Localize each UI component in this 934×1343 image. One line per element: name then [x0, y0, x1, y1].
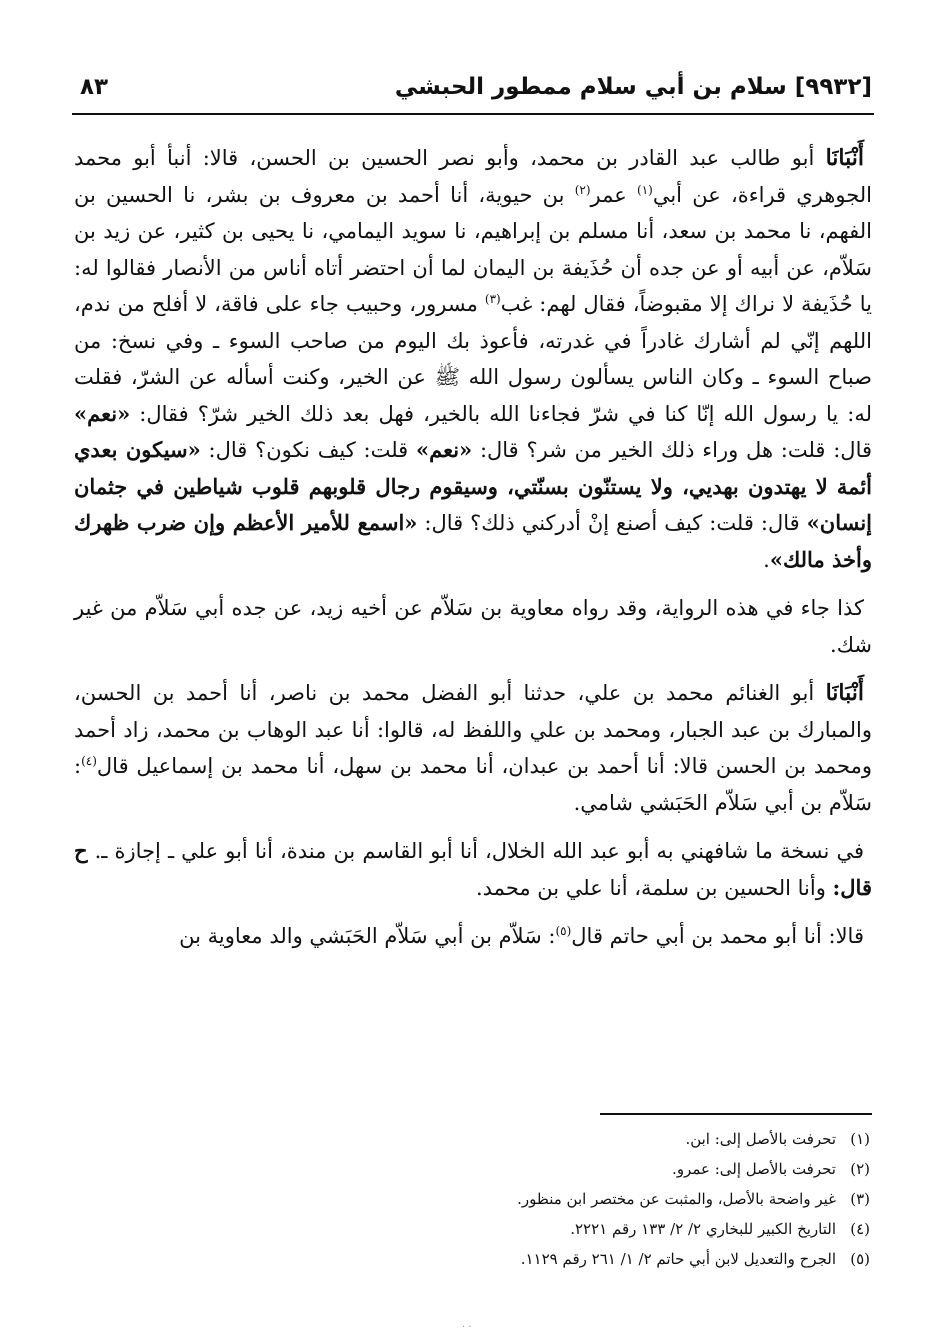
header-rule [72, 113, 874, 115]
paragraph [74, 675, 872, 821]
footnote-number: (٥) [850, 1250, 870, 1268]
text-run: أبو طالب عبد القادر بن محمد، وأبو نصر الحسين بن الحسن، قالا: أنبأ أبو محمد الجوهري قراءة، عن أبي [74, 146, 873, 207]
footnote-number: (٤) [850, 1220, 870, 1238]
footnote [150, 1154, 870, 1184]
text-run: : سَلاّم بن أبي سَلاّم الحَبَشي شامي. [74, 754, 872, 815]
footnote [150, 1124, 870, 1154]
bold-text: ح قال: [74, 838, 872, 900]
footnote [150, 1214, 870, 1244]
footnote [150, 1244, 870, 1274]
footnote-ref: (٥) [555, 924, 572, 938]
footnote-ref: (١) [637, 182, 653, 197]
bold-text: «نعم» [415, 437, 473, 462]
text-run: عمر [590, 182, 637, 207]
bold-text: «اسمع للأمير الأعظم وإن ضرب ظهرك وأخذ مالك» [74, 510, 872, 572]
footnote-ref: (٢) [574, 182, 591, 197]
footnote-ref: (٤) [81, 754, 97, 768]
text-run: . [763, 547, 770, 572]
footnote-number: (١) [850, 1130, 870, 1148]
text-run: كذا جاء في هذه الرواية، وقد رواه معاوية بن سَلاّم عن أخيه زيد، عن جده أبي سَلاّم من غير شك. [74, 596, 872, 657]
text-run: وأنا الحسين بن سلمة، أنا علي بن محمد. [475, 875, 833, 900]
bold-text: «سيكون بعدي أئمة لا يهتدون بهديي، ولا يستنّون بسنّتي، وسيقوم رجال قلوبهم قلوب شياطين في جثمان إنسان» [74, 437, 872, 535]
scan-speck: · · [462, 1322, 472, 1333]
running-header [72, 66, 872, 110]
text-run: قال: قلت: هل وراء ذلك الخير من شر؟ قال: [472, 438, 873, 462]
paragraph [74, 590, 872, 663]
footnote-number: (٣) [850, 1190, 870, 1208]
footnote [150, 1184, 870, 1214]
footnote-text: التاريخ الكبير للبخاري ٢/ ٢/ ١٣٣ رقم ٢٢٢١. [570, 1220, 836, 1238]
main-text [74, 140, 872, 967]
page-number: ٨٣ [80, 74, 109, 100]
narration-keyword: أَنْبَانَا [825, 145, 864, 171]
footnote-rule [600, 1113, 872, 1115]
footnotes [150, 1124, 870, 1274]
chapter-title: [٩٩٣٢] سلام بن أبي سلام ممطور الحبشي [394, 74, 872, 100]
text-run: قالا: أنا أبو محمد بن أبي حاتم قال [571, 924, 864, 948]
bold-text: «نعم» [74, 400, 131, 426]
footnote-text: الجرح والتعديل لابن أبي حاتم ٢/ ١/ ٢٦١ رقم ١١٢٩. [520, 1250, 836, 1268]
text-run: مسرور، وحبيب جاء على فاقة، لا أفلح من ندم، اللهم إنّي لم أشارك غادراً في غدرته، فأعوذ بك اليوم من صاحب السوء ـ وفي نسخ: من صباح السوء ـ وكان الناس يسألون رسول الله ﷺ عن الخير، وكنت أسأله عن الشرّ، فقلت له: يا رسول الله إنّا كنا في شرّ فجاءنا الله بالخير، فهل بعد ذلك الخير شرّ؟ فقال: [74, 292, 872, 426]
footnote-text: تحرفت بالأصل إلى: ابن. [685, 1130, 836, 1148]
footnote-ref: (٣) [484, 292, 501, 306]
paragraph [74, 918, 872, 955]
paragraph [74, 140, 872, 578]
footnote-number: (٢) [850, 1160, 870, 1178]
text-run: بن حيوية، أنا أحمد بن معروف بن بشر، نا الحسين بن الفهم، نا محمد بن سعد، أنا مسلم بن إبراهيم، نا سويد اليمامي، نا يحيى بن كثير، عن زيد بن سَلاّم، عن أبيه أو عن جده أن حُذَيفة بن اليمان لما أن احتضر أتاه أناس من الأنصار فقالوا له: يا حُذَيفة لا نراك إلا مقبوضاً، فقال لهم: غب [74, 182, 872, 316]
text-run: قال: قلت: كيف أصنع إنْ أدركني ذلك؟ قال: [417, 511, 807, 535]
text-run: قلت: كيف نكون؟ قال: [200, 438, 416, 462]
footnote-text: غير واضحة بالأصل، والمثبت عن مختصر ابن منظور. [517, 1190, 836, 1208]
text-run: في نسخة ما شافهني به أبو عبد الله الخلال، أنا أبو القاسم بن مندة، أنا أبو علي ـ إجازة ـ. [87, 839, 864, 863]
text-run: : سَلاّم بن أبي سَلاّم الحَبَشي والد معاوية بن [179, 924, 556, 948]
narration-keyword: أَنْبَانَا [825, 680, 864, 706]
footnote-text: تحرفت بالأصل إلى: عمرو. [672, 1160, 836, 1178]
paragraph [74, 833, 872, 906]
text-run: أبو الغنائم محمد بن علي، حدثنا أبو الفضل محمد بن ناصر، أنا أحمد بن الحسن، والمبارك بن عبد الجبار، ومحمد بن علي واللفظ له، قالوا: أنا عبد الوهاب بن محمد، زاد أحمد ومحمد بن الحسن قالا: أنا أحمد بن عبدان، أنا محمد بن سهل، أنا محمد بن إسماعيل قال [74, 681, 872, 778]
